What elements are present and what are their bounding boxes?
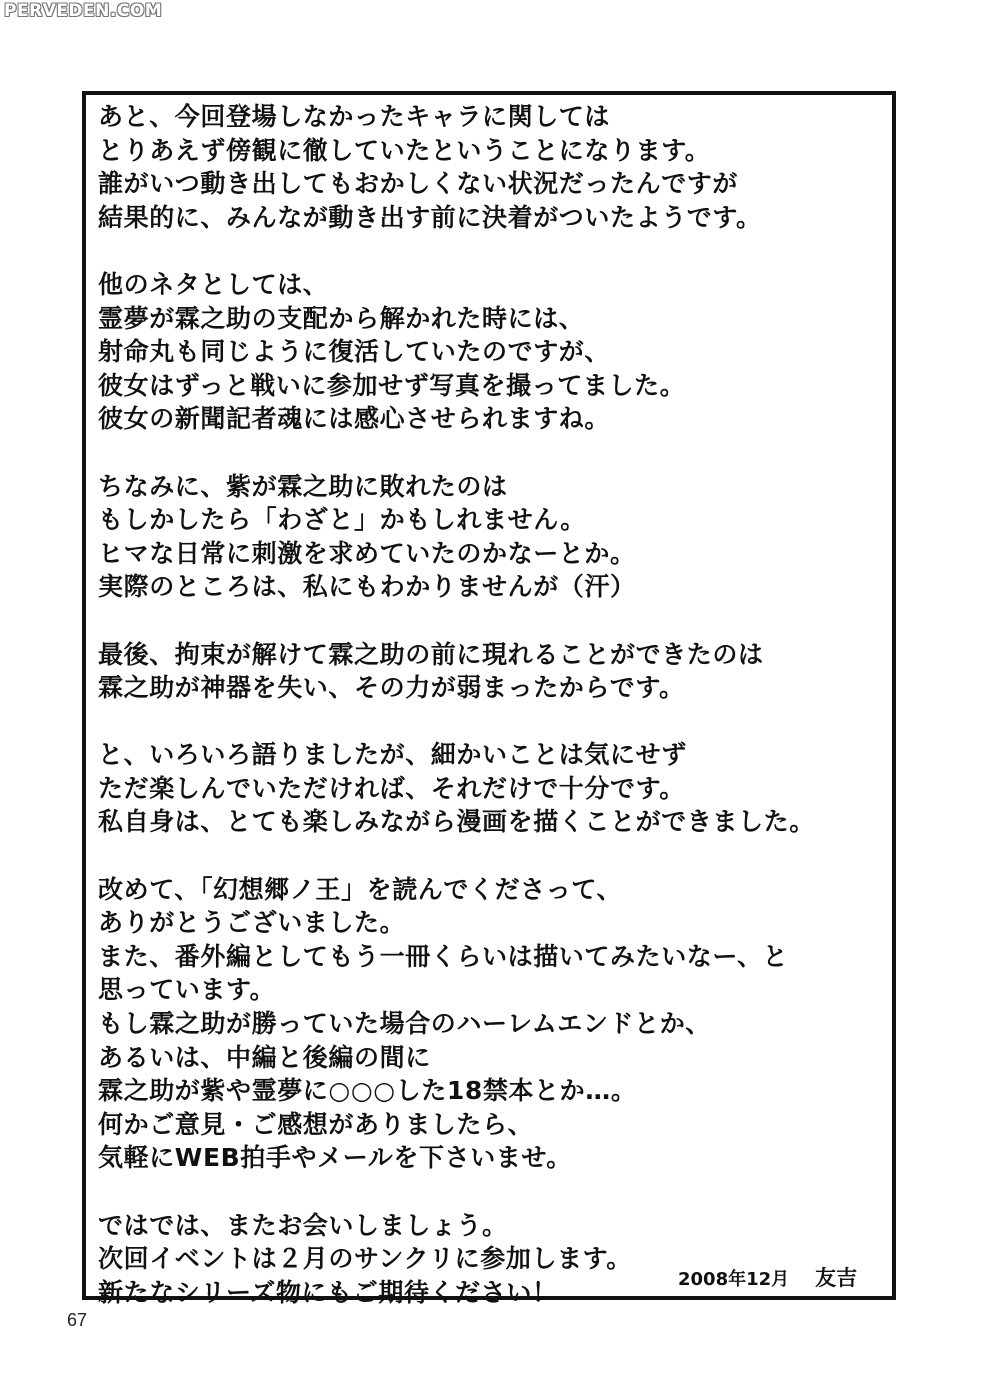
afterword-text bbox=[98, 100, 878, 1309]
text-line: 結果的に、みんなが動き出す前に決着がついたようです。 bbox=[98, 202, 762, 232]
paragraph-spacer bbox=[98, 436, 878, 470]
paragraph-spacer bbox=[98, 1175, 878, 1209]
text-line: ヒマな日常に刺激を求めていたのかなーとか。 bbox=[98, 538, 636, 568]
text-line: 射命丸も同じように復活していたのですが、 bbox=[98, 337, 611, 367]
text-line: ありがとうございました。 bbox=[98, 908, 406, 938]
text-line: 私自身は、とても楽しみながら漫画を描くことができました。 bbox=[98, 807, 815, 837]
text-line: 思っています。 bbox=[98, 975, 276, 1005]
page-number: 67 bbox=[67, 1310, 88, 1330]
text-line: 霖之助が神器を失い、その力が弱まったからです。 bbox=[98, 673, 685, 703]
text-line: 気軽にWEB拍手やメールを下さいませ。 bbox=[98, 1143, 572, 1173]
text-line: ちなみに、紫が霖之助に敗れたのは bbox=[98, 471, 508, 501]
signature bbox=[678, 1262, 857, 1292]
text-line: 誰がいつ動き出してもおかしくない状況だったんですが bbox=[98, 169, 739, 199]
text-line: と、いろいろ語りましたが、細かいことは気にせず bbox=[98, 740, 687, 770]
text-line: 実際のところは、私にもわかりませんが（汗） bbox=[98, 572, 636, 602]
text-line: ではでは、またお会いしましょう。 bbox=[98, 1210, 508, 1240]
text-line: 何かご意見・ご感想がありましたら、 bbox=[98, 1109, 534, 1139]
paragraph-spacer bbox=[98, 234, 878, 268]
text-line: もし霖之助が勝っていた場合のハーレムエンドとか、 bbox=[98, 1009, 711, 1039]
text-line: また、番外編としてもう一冊くらいは描いてみたいなー、と bbox=[98, 941, 789, 971]
text-line: あと、今回登場しなかったキャラに関しては bbox=[98, 102, 611, 131]
text-line: 新たなシリーズ物にもご期待ください！ bbox=[98, 1277, 558, 1307]
text-line: ただ楽しんでいただければ、それだけで十分です。 bbox=[98, 773, 685, 803]
text-line: あるいは、中編と後編の間に bbox=[98, 1042, 431, 1072]
text-line: 彼女の新聞記者魂には感心させられますね。 bbox=[98, 404, 611, 434]
text-line: 改めて、「幻想郷ノ王」を読んでくださって、 bbox=[98, 874, 623, 904]
text-line: 他のネタとしては、 bbox=[98, 269, 329, 299]
text-line: もしかしたら「わざと」かもしれません。 bbox=[98, 505, 586, 535]
signature-author: 友吉 bbox=[815, 1266, 858, 1290]
paragraph-spacer bbox=[98, 604, 878, 638]
text-line: とりあえず傍観に徹していたということになります。 bbox=[98, 135, 711, 165]
text-line: 霖之助が紫や霊夢に○○○した18禁本とか…。 bbox=[98, 1076, 637, 1106]
text-line: 霊夢が霖之助の支配から解かれた時には、 bbox=[98, 303, 585, 333]
text-line: 次回イベントは２月のサンクリに参加します。 bbox=[98, 1244, 632, 1274]
signature-date: 2008年12月 bbox=[678, 1269, 790, 1290]
text-line: 最後、拘束が解けて霖之助の前に現れることができたのは bbox=[98, 639, 764, 669]
text-line: 彼女はずっと戦いに参加せず写真を撮ってました。 bbox=[98, 370, 686, 400]
paragraph-spacer bbox=[98, 839, 878, 873]
site-watermark: PERVEDEN.COM bbox=[4, 1, 163, 21]
paragraph-spacer bbox=[98, 705, 878, 739]
